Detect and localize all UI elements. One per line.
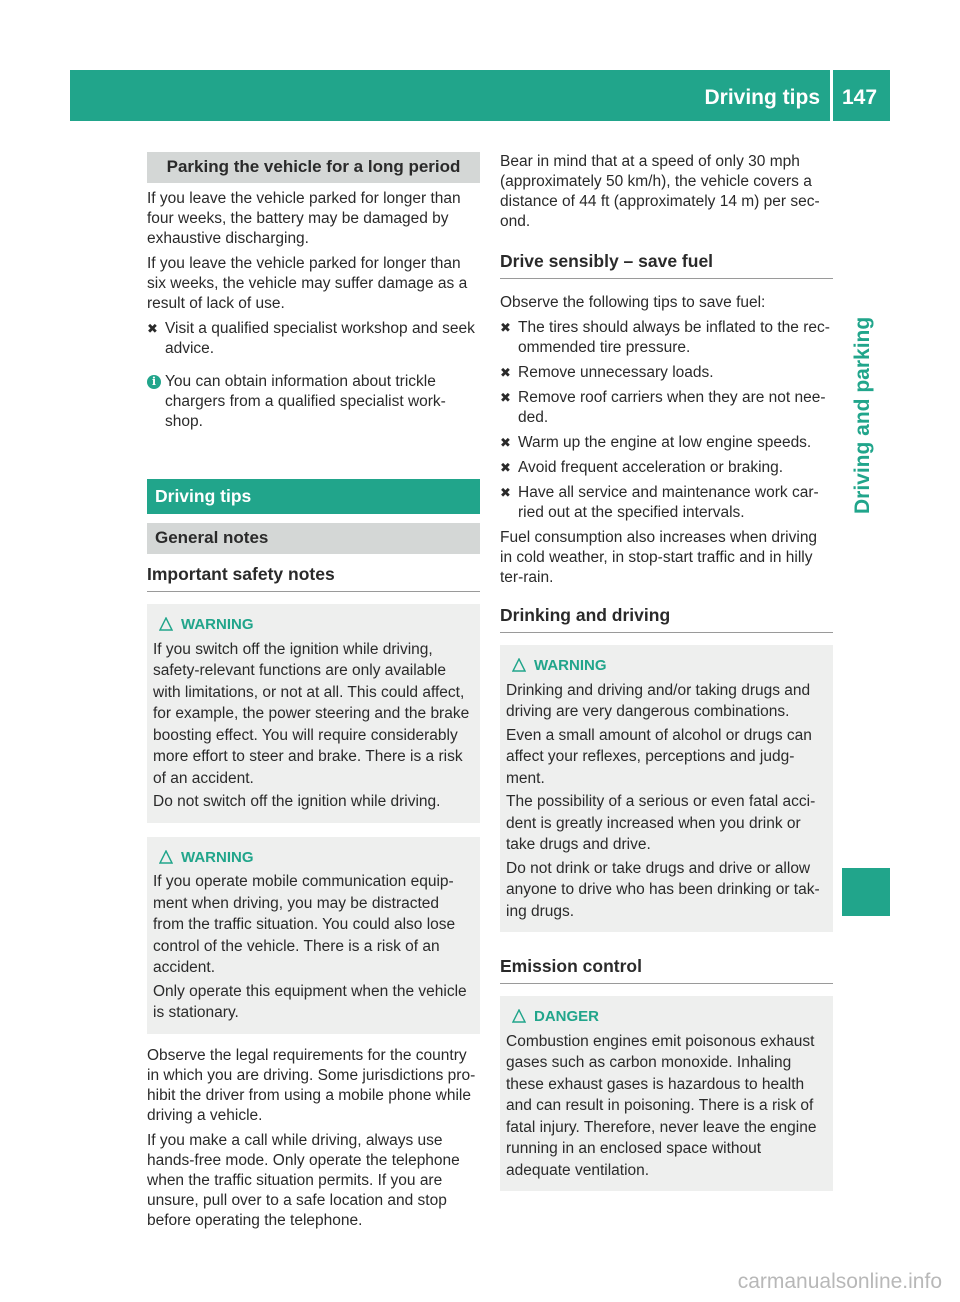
- danger-header: DANGER: [506, 1006, 827, 1028]
- arrow-icon: ✖: [500, 320, 511, 335]
- warning-triangle-icon: [159, 617, 173, 631]
- danger-box: [500, 996, 833, 1191]
- warning1-text-2: Do not switch off the ignition while driving.: [153, 793, 441, 810]
- left-column: [147, 152, 480, 1236]
- safety-heading: Important safety notes: [147, 564, 480, 592]
- warning-triangle-icon: [159, 850, 173, 864]
- parking-info-text: You can obtain information about trickle chargers from a qualified specialist work-shop.: [165, 373, 446, 430]
- header-separator: [830, 70, 833, 121]
- warning-triangle-icon: [512, 658, 526, 672]
- fuel-step: ✖ Remove unnecessary loads.: [500, 364, 714, 381]
- warning1-text-1: If you switch off the ignition while driving, safety-relevant functions are only available with limitations, or not at all. This could affect, for example, the power steering and the brake boosting effect. You will require considerably more effort to steer and brake. There is a risk of an accident.: [153, 640, 470, 787]
- fuel-step: ✖ Have all service and maintenance work car-ried out at the specified intervals.: [500, 484, 819, 521]
- fuel-step: ✖ Remove roof carriers when they are not nee-ded.: [500, 389, 826, 426]
- warning3-text-4: Do not drink or take drugs and drive or allow anyone to drive who has been drinking or tak-ing drugs.: [506, 859, 820, 920]
- legal-paragraph-1: Observe the legal requirements for the country in which you are driving. Some jurisdictions pro-hibit the driver from using a mobile phone while driving a vehicle.: [147, 1046, 476, 1124]
- warning-triangle-icon: [512, 1009, 526, 1023]
- warning-header: WARNING: [153, 614, 474, 636]
- warning-header: WARNING: [153, 847, 474, 869]
- fuel-step: ✖ Avoid frequent acceleration or braking.: [500, 459, 784, 476]
- warning-header: WARNING: [506, 655, 827, 677]
- page-number: 147: [842, 86, 878, 109]
- drink-heading: Drinking and driving: [500, 605, 833, 633]
- emission-heading: Emission control: [500, 956, 833, 984]
- warning3-text-3: The possibility of a serious or even fatal acci-dent is greatly increased when you drink or take drugs and drive.: [506, 793, 816, 853]
- danger-text: Combustion engines emit poisonous exhaust gases such as carbon monoxide. Inhaling these exhaust gases is hazardous to health and can result in poisoning. There is a risk of fatal injury. Therefore, never leave the engine running in an enclosed space without adequate ventilation.: [506, 1032, 817, 1179]
- legal-paragraph-2: If you make a call while driving, always use hands-free mode. Only operate the telephone when the traffic situation permits. If you are unsure, pull over to a safe location and stop before operating the telephone.: [147, 1131, 460, 1229]
- side-square-marker: [842, 868, 890, 916]
- parking-step-text: Visit a qualified specialist workshop and seek advice.: [165, 320, 475, 357]
- arrow-icon: ✖: [147, 321, 158, 336]
- header-bar: [70, 70, 890, 121]
- fuel-heading: Drive sensibly – save fuel: [500, 251, 833, 279]
- side-tab-label: Driving and parking: [851, 316, 874, 514]
- header-title: Driving tips: [704, 86, 820, 109]
- general-notes-bar: General notes: [147, 523, 480, 554]
- info-icon: i: [147, 375, 161, 389]
- warning-box-1: [147, 604, 480, 823]
- arrow-icon: ✖: [500, 435, 511, 450]
- parking-paragraph-2: If you leave the vehicle parked for longer than six weeks, the vehicle may suffer damage as a result of lack of use.: [147, 255, 468, 312]
- arrow-icon: ✖: [500, 390, 511, 405]
- fuel-step: ✖ The tires should always be inflated to the rec-ommended tire pressure.: [500, 319, 830, 356]
- fuel-intro: Observe the following tips to save fuel:: [500, 294, 766, 311]
- warning3-text-2: Even a small amount of alcohol or drugs can affect your reflexes, perceptions and judg-ment.: [506, 726, 812, 787]
- arrow-icon: ✖: [500, 365, 511, 380]
- parking-step: [147, 319, 480, 359]
- fuel-step: ✖ Warm up the engine at low engine speeds.: [500, 434, 812, 451]
- arrow-icon: ✖: [500, 460, 511, 475]
- right-column: [500, 152, 833, 1191]
- arrow-icon: ✖: [500, 485, 511, 500]
- footer-watermark: carmanualsonline.info: [737, 1270, 942, 1293]
- warning-box-2: [147, 837, 480, 1034]
- parking-info: [147, 372, 480, 432]
- warning2-text-1: If you operate mobile communication equip-ment when driving, you may be distracted from the traffic situation. You could also lose control of the vehicle. There is a risk of an accident.: [153, 873, 456, 976]
- intro-paragraph: Bear in mind that at a speed of only 30 mph (approximately 50 km/h), the vehicle covers a distance of 44 ft (approximately 14 m) per sec-ond.: [500, 153, 820, 230]
- driving-tips-bar: Driving tips: [147, 479, 480, 514]
- fuel-note: Fuel consumption also increases when driving in cold weather, in stop-start traffic and in hilly ter-rain.: [500, 529, 818, 586]
- warning2-text-2: Only operate this equipment when the vehicle is stationary.: [153, 982, 467, 1021]
- parking-title: Parking the vehicle for a long period: [147, 152, 480, 183]
- parking-paragraph-1: If you leave the vehicle parked for longer than four weeks, the battery may be damaged by exhaustive discharging.: [147, 190, 461, 247]
- warning3-text-1: Drinking and driving and/or taking drugs and driving are very dangerous combinations.: [506, 681, 811, 720]
- warning-box-3: [500, 645, 833, 932]
